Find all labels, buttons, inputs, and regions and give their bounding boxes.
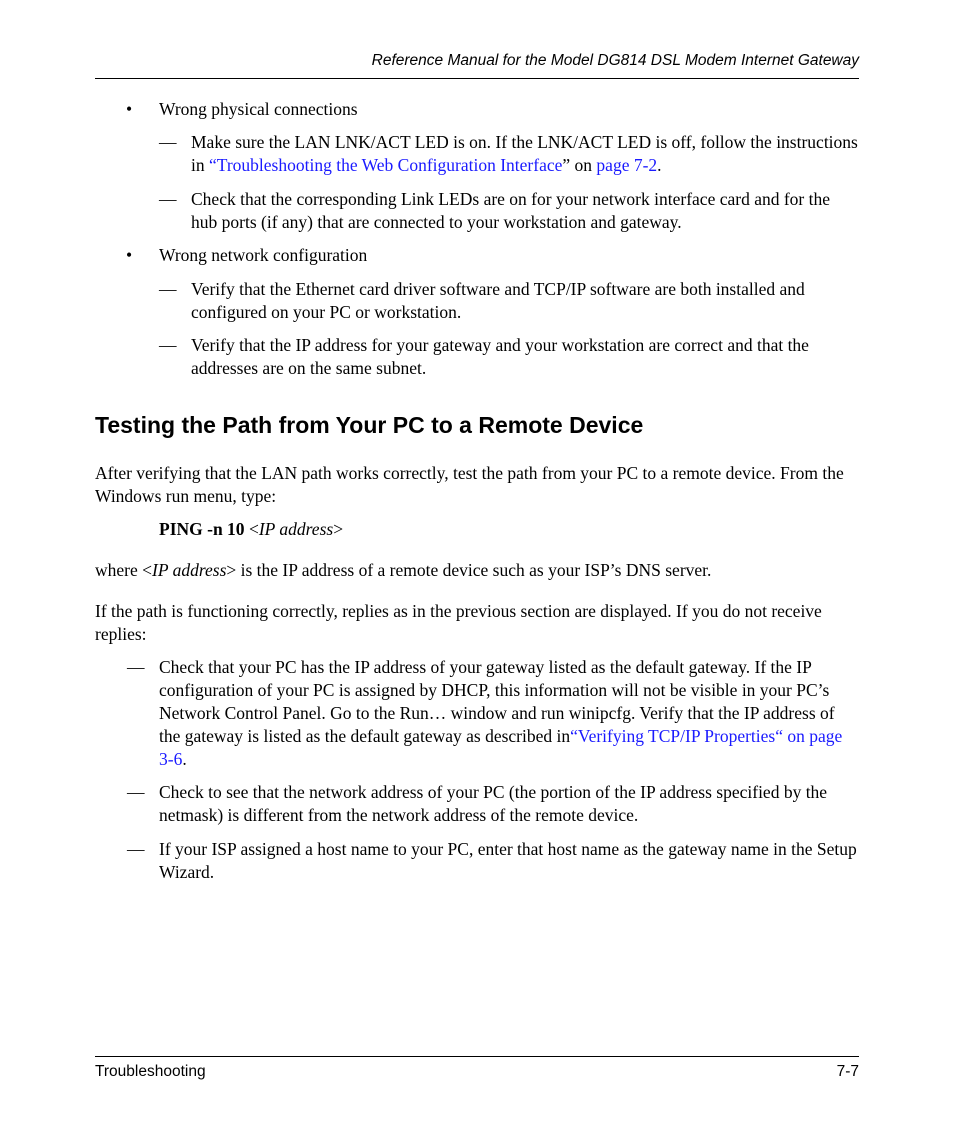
bullet-label: Wrong physical connections [159,99,358,119]
running-header: Reference Manual for the Model DG814 DSL Modem Internet Gateway [371,52,859,69]
dash-marker: — [127,839,145,859]
dash-marker: — [127,782,145,802]
verifying-tcpip-link[interactable]: “Verifying TCP/IP Properties“ [570,726,783,746]
troubleshooting-web-config-link[interactable]: “Troubleshooting the Web Configuration Interface [209,155,563,175]
bullet-marker: • [126,245,133,265]
dash-marker: — [159,279,177,299]
page-3-6-link[interactable]: on page 3-6 [159,726,843,769]
dash-marker: — [127,657,145,677]
item-default-gateway: Check that your PC has the IP address of your gateway listed as the default gateway. If the IP configuration of your PC is assigned by DHCP, this information will not be visible in your PC’s Network Control Panel. Go to the Run… window and run winipcfg. Verify that the IP address of the gateway is listed as the default gateway as described in“Verifying TCP/IP Properties“ on page 3-6. [159,657,843,769]
section-heading: Testing the Path from Your PC to a Remote Device [95,412,644,438]
dash-marker: — [159,189,177,209]
no-reply-paragraph: If the path is functioning correctly, replies as in the previous section are displayed. If you do not receive replies: [95,601,822,644]
section-intro: After verifying that the LAN path works correctly, test the path from your PC to a remote device. From the Windows run menu, type: [95,463,844,506]
footer-chapter: Troubleshooting [95,1063,206,1080]
page-number: 7-7 [836,1063,859,1080]
subitem-verify-ip: Verify that the IP address for your gateway and your workstation are correct and that the addresses are on the same subnet. [191,335,809,378]
header-rule [95,78,859,79]
bullet-marker: • [126,99,133,119]
footer-rule [95,1056,859,1057]
item-network-address: Check to see that the network address of your PC (the portion of the IP address specified by the netmask) is different from the network address of the remote device. [159,782,828,825]
item-host-name: If your ISP assigned a host name to your PC, enter that host name as the gateway name in the Setup Wizard. [159,839,857,882]
subitem-verify-software: Verify that the Ethernet card driver software and TCP/IP software are both installed and configured on your PC or workstation. [191,279,805,322]
where-paragraph: where <IP address> is the IP address of a remote device such as your ISP’s DNS server. [95,560,712,580]
subitem-led-check: Make sure the LAN LNK/ACT LED is on. If the LNK/ACT LED is off, follow the instructions in “Troubleshooting the Web Configuration Interface” on page 7-2. [191,132,858,175]
subitem-link-leds: Check that the corresponding Link LEDs are on for your network interface card and for the hub ports (if any) that are connected to your workstation and gateway. [191,189,830,232]
dash-marker: — [159,132,177,152]
page-7-2-link[interactable]: page 7-2 [596,155,658,175]
bullet-label: Wrong network configuration [159,245,368,265]
dash-marker: — [159,335,177,355]
ping-command: PING -n 10 <IP address> [159,519,344,539]
